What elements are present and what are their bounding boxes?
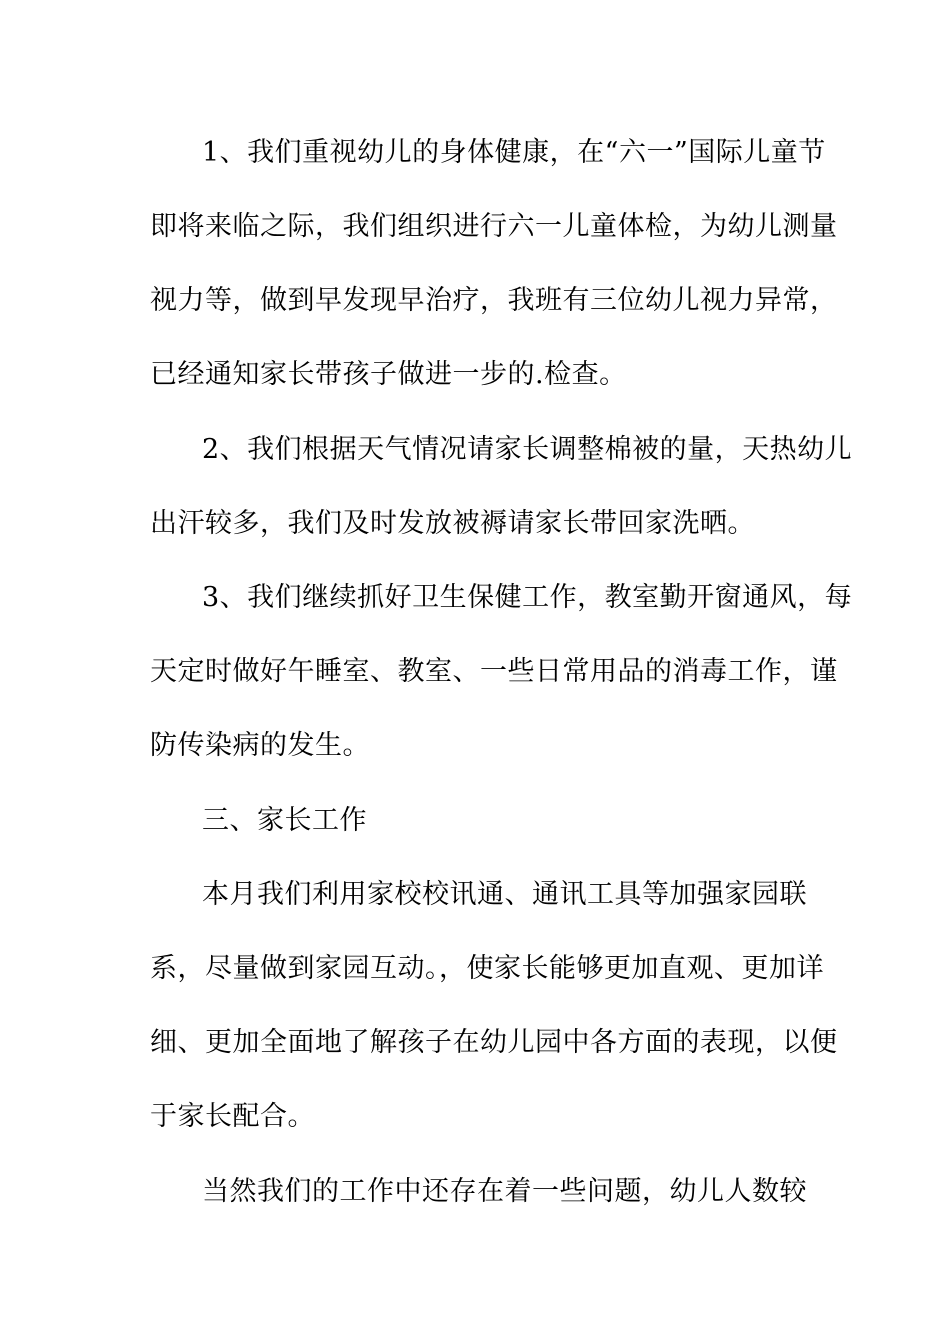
paragraph-line: 天定时做好午睡室、教室、一些日常用品的消毒工作，谨 <box>150 656 838 687</box>
paragraph-line: 系，尽量做到家园互动。，使家长能够更加直观、更加详 <box>150 953 824 984</box>
paragraph-line: 当然我们的工作中还存在着一些问题，幼儿人数较 <box>202 1176 807 1207</box>
paragraph-line: 本月我们利用家校校讯通、通讯工具等加强家园联 <box>202 879 807 910</box>
paragraph-line: 1、我们重视幼儿的身体健康，在“六一”国际儿童节 <box>202 137 826 168</box>
paragraph-line: 2、我们根据天气情况请家长调整棉被的量，天热幼儿 <box>202 434 853 465</box>
paragraph-line: 3、我们继续抓好卫生保健工作，教室勤开窗通风，每 <box>202 582 853 613</box>
paragraph-line: 出汗较多，我们及时发放被褥请家长带回家洗晒。 <box>150 508 755 539</box>
paragraph-line: 已经通知家长带孩子做进一步的.检查。 <box>150 359 627 390</box>
paragraph-line: 防传染病的发生。 <box>150 730 370 761</box>
paragraph-line: 视力等，做到早发现早治疗，我班有三位幼儿视力异常， <box>150 285 838 316</box>
paragraph-line: 于家长配合。 <box>150 1101 315 1132</box>
paragraph-line: 细、更加全面地了解孩子在幼儿园中各方面的表现，以便 <box>150 1027 838 1058</box>
paragraph-line: 即将来临之际，我们组织进行六一儿童体检，为幼儿测量 <box>150 211 838 242</box>
section-heading: 三、家长工作 <box>202 805 367 836</box>
